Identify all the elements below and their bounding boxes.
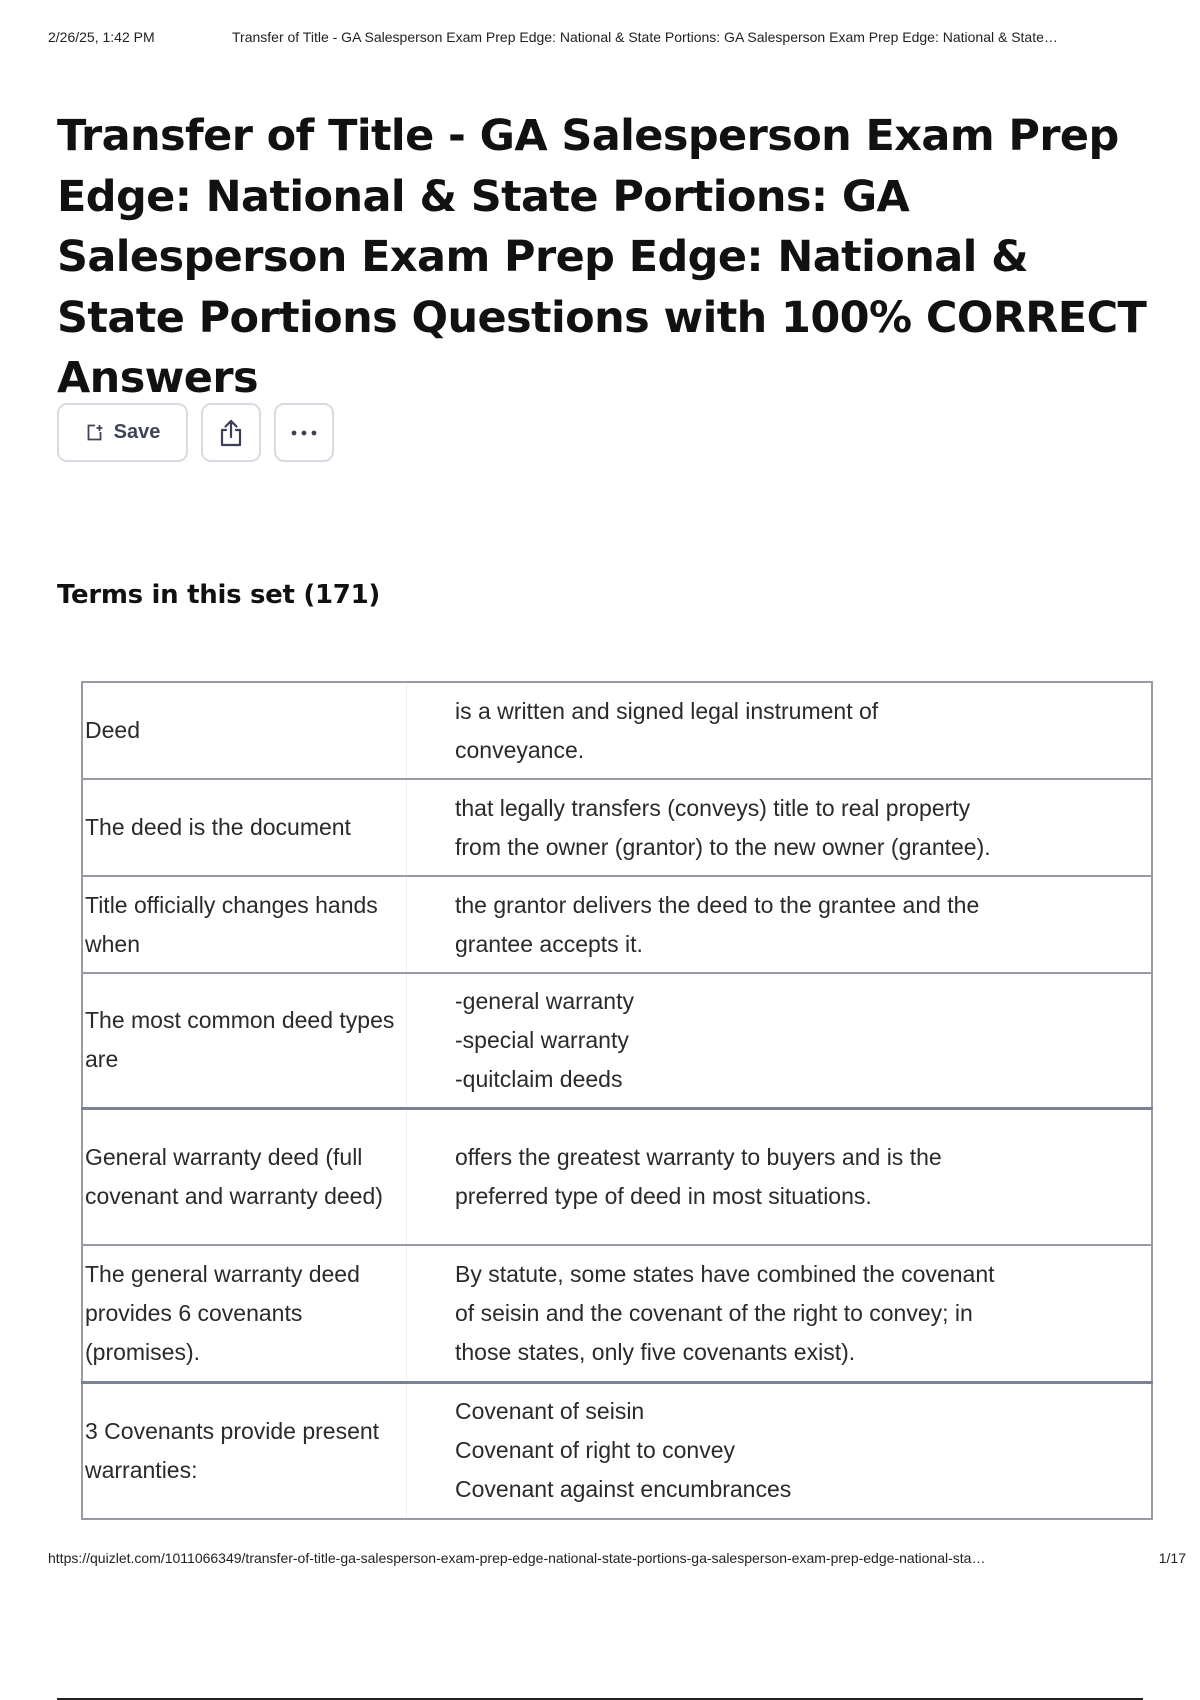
definition-line: of seisin and the covenant of the right to convey; in: [455, 1299, 973, 1326]
term-definition: [407, 1108, 1153, 1245]
term-row: [82, 779, 1152, 876]
definition-line: grantee accepts it.: [455, 930, 643, 957]
definition-line: Covenant of right to convey: [455, 1437, 735, 1464]
definition-line: the grantor delivers the deed to the grantee and the: [455, 891, 980, 918]
term-word: The general warranty deed provides 6 covenants (promises).: [82, 1245, 407, 1382]
more-options-button[interactable]: [274, 403, 334, 462]
term-row: [82, 973, 1152, 1108]
definition-line: -quitclaim deeds: [455, 1065, 623, 1092]
definition-line: is a written and signed legal instrument of: [455, 697, 879, 724]
terms-table: [81, 681, 1153, 1520]
definition-line: that legally transfers (conveys) title to real property: [455, 794, 971, 821]
term-row: [82, 876, 1152, 973]
definition-line: -general warranty: [455, 987, 634, 1014]
definition-line: from the owner (grantor) to the new owner (grantee).: [455, 833, 991, 860]
print-footer: [48, 1550, 1186, 1566]
definition-line: conveyance.: [455, 736, 585, 763]
term-definition: [407, 1245, 1153, 1382]
term-word: The most common deed types are: [82, 973, 407, 1108]
print-header: [48, 29, 1186, 45]
definition-line: By statute, some states have combined the covenant: [455, 1260, 995, 1287]
save-button[interactable]: [57, 403, 188, 462]
term-word: General warranty deed (full covenant and warranty deed): [82, 1108, 407, 1245]
term-word: Title officially changes hands when: [82, 876, 407, 973]
print-doc-title: Transfer of Title - GA Salesperson Exam Prep Edge: National & State Portions: GA Salesperson Exam Prep Edge: National & State…: [232, 29, 1058, 45]
term-word: The deed is the document: [82, 779, 407, 876]
term-row: [82, 1245, 1152, 1382]
term-definition: [407, 973, 1153, 1108]
print-url: https://quizlet.com/1011066349/transfer-of-title-ga-salesperson-exam-prep-edge-national-state-portions-ga-salesperson-exam-prep-edge-national-sta…: [48, 1550, 986, 1566]
term-word: 3 Covenants provide present warranties:: [82, 1382, 407, 1519]
term-row: [82, 1108, 1152, 1245]
print-datetime: 2/26/25, 1:42 PM: [48, 29, 155, 45]
page-number: 1/17: [1158, 1550, 1186, 1566]
page-title: Transfer of Title - GA Salesperson Exam Prep Edge: National & State Portions: GA Salesperson Exam Prep Edge: National & State Portions Questions with 100% CORRECT Answers: [57, 111, 1147, 403]
save-icon: [85, 423, 104, 442]
terms-heading: Terms in this set (171): [57, 580, 380, 610]
more-icon: [290, 429, 318, 437]
term-row: [82, 682, 1152, 779]
term-word: Deed: [82, 682, 407, 779]
term-definition: [407, 876, 1153, 973]
definition-line: Covenant against encumbrances: [455, 1476, 792, 1503]
term-definition: [407, 779, 1153, 876]
definition-line: Covenant of seisin: [455, 1398, 645, 1425]
term-definition: [407, 1382, 1153, 1519]
share-button[interactable]: [201, 403, 261, 462]
definition-line: preferred type of deed in most situations.: [455, 1182, 872, 1209]
definition-line: -special warranty: [455, 1026, 629, 1053]
action-bar: [57, 403, 334, 462]
save-label: Save: [113, 421, 161, 443]
term-row: [82, 1382, 1152, 1519]
share-icon: [217, 418, 245, 448]
definition-line: those states, only five covenants exist).: [455, 1338, 856, 1365]
term-definition: [407, 682, 1153, 779]
definition-line: offers the greatest warranty to buyers and is the: [455, 1143, 942, 1170]
